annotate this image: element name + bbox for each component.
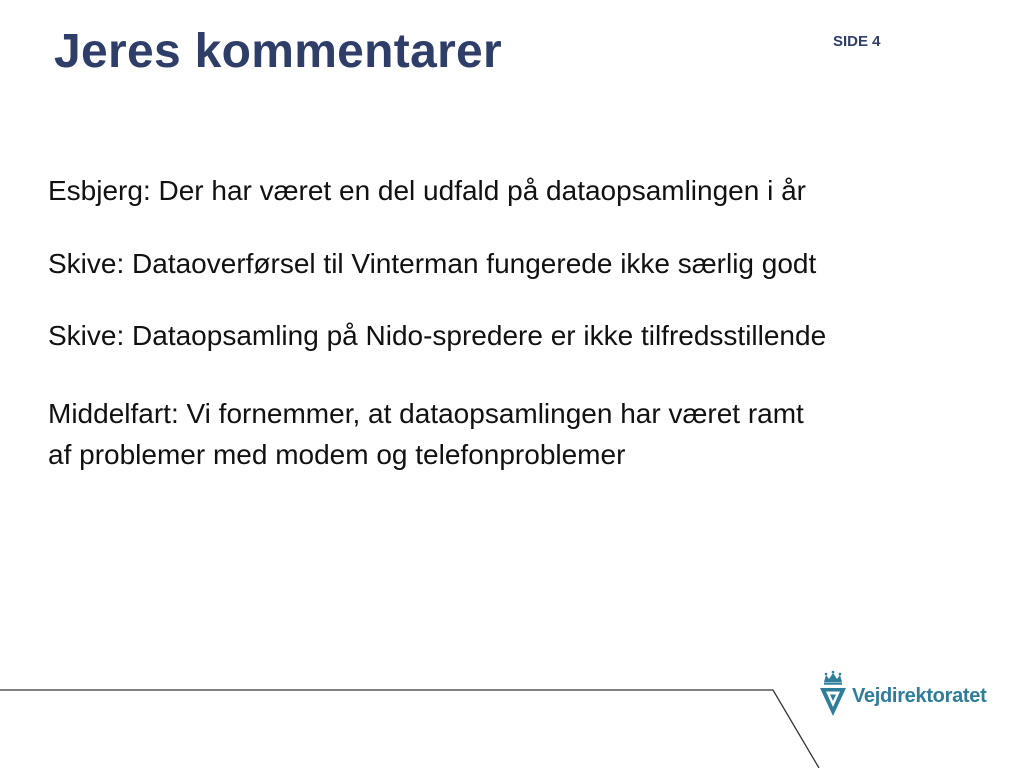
comment-middelfart-line-2: af problemer med modem og telefonproblemer: [48, 439, 626, 470]
comment-esbjerg: Esbjerg: Der har været en del udfald på dataopsamlingen i år: [48, 175, 806, 206]
comment-middelfart-line-1: Middelfart: Vi fornemmer, at dataopsamlingen har været ramt: [48, 398, 804, 429]
crown-triangle-emblem-icon: [818, 670, 848, 718]
slide-title: Jeres kommentarer: [54, 25, 503, 78]
vejdirektoratet-logo: [818, 670, 994, 720]
page-number: SIDE 4: [833, 33, 881, 50]
comment-skive-collection: Skive: Dataopsamling på Nido-spredere er ikke tilfredsstillende: [48, 320, 827, 351]
logo-wordmark: Vejdirektoratet: [852, 685, 987, 707]
comment-skive-transfer: Skive: Dataoverførsel til Vinterman fungerede ikke særlig godt: [48, 248, 817, 279]
comment-middelfart: [48, 393, 804, 475]
